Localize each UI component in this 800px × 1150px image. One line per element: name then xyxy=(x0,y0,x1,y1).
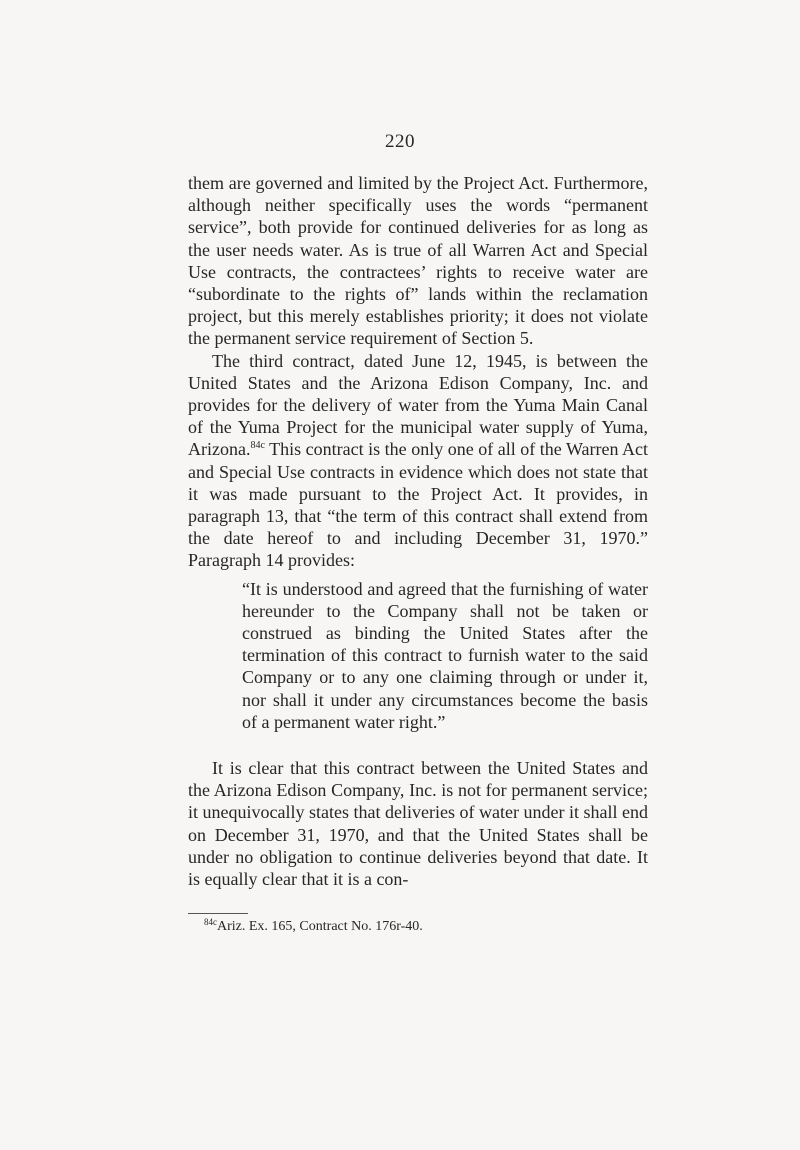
block-quote-text: “It is understood and agreed that the furnishing of water hereunder to the Company shall not be taken or construed as binding the United States after the termination of this contract to furnish water to the said Company or to any one claiming through or under it, nor shall it under any circumstances become the basis of a permanent water right.” xyxy=(242,578,648,732)
page-number: 220 xyxy=(385,131,415,152)
paragraph-2-part-a: The third contract, dated June 12, 1945, is between the United States and the Arizona Edison Company, Inc. and provides for the delivery of water from the Yuma Main Canal of the Yuma Project for the municipal water supply of Yuma, Arizona. xyxy=(188,350,648,460)
footnote-text: Ariz. Ex. 165, Contract No. 176r-40. xyxy=(217,919,423,934)
paragraph-3: It is clear that this contract between the United States and the Arizona Edison Company, Inc. is not for permanent service; it unequivocally states that deliveries of water under it shall end on December 31, 1970, and that the United States shall be under no obligation to continue deliveries beyond that date. It is equally clear that it is a con- xyxy=(188,758,648,890)
paragraph-gap xyxy=(188,733,648,757)
paragraph-1: them are governed and limited by the Project Act. Furthermore, although neither specifically uses the words “permanent service”, both provide for continued deliveries for as long as the user needs water. As is true of all Warren Act and Special Use contracts, the contractees’ rights to receive water are “subordinate to the rights of” lands within the reclamation project, but this merely establishes priority; it does not violate the permanent service requirement of Section 5. xyxy=(188,173,648,349)
footnote-divider xyxy=(188,913,248,914)
footnote xyxy=(204,918,423,936)
block-quote xyxy=(242,578,648,733)
footnote-marker: 84c xyxy=(204,917,217,927)
footnote-reference: 84c xyxy=(250,440,265,452)
body-text xyxy=(188,172,648,890)
paragraph-2-part-b: This contract is the only one of all of the Warren Act and Special Use contracts in evidence which does not state that it was made pursuant to the Project Act. It provides, in paragraph 13, that “the term of this contract shall extend from the date hereof to and including December 31, 1970.” Paragraph 14 provides: xyxy=(188,439,648,571)
paragraph-2 xyxy=(188,350,648,572)
